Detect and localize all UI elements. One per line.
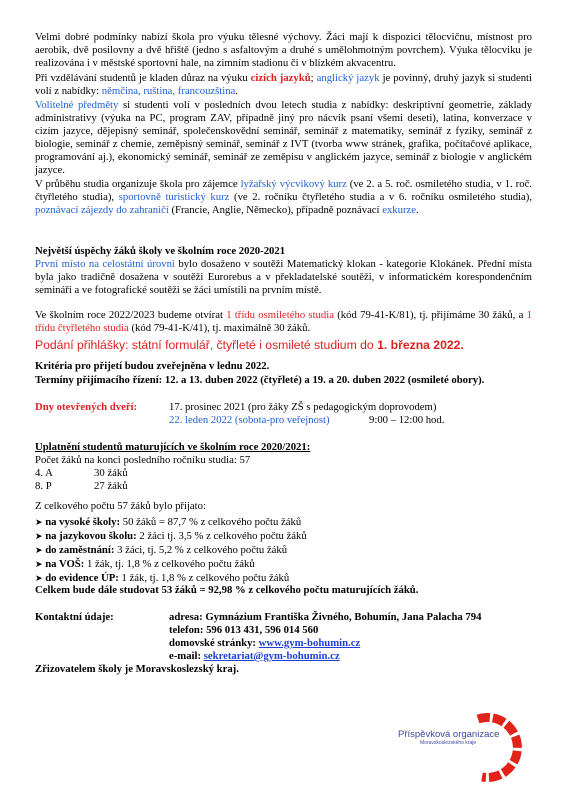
msk-logo	[390, 707, 530, 783]
activities-text-4: (Francie, Anglie, Německo), případně poznávací	[168, 204, 383, 216]
electives-highlight: Volitelné předměty	[35, 99, 119, 111]
activities-text-2: (ve 2. a 5. roč. osmiletého studia, v 1. roč. čtyřletého studia),	[35, 178, 532, 203]
website-link[interactable]: www.gym-bohumin.cz	[258, 637, 361, 649]
class-value-8p: 27 žáků	[94, 480, 128, 492]
opening-text-3: (kód 79-41-K/41), tj. maximálně 30 žáků.	[128, 322, 311, 334]
class-value-4a: 30 žáků	[94, 467, 128, 479]
web-label: domovské stránky:	[169, 637, 259, 649]
graduates-heading: Uplatnění studentů maturujících ve školním roce 2020/2021:	[35, 441, 311, 453]
arrow-bullet-icon: ➤	[35, 559, 43, 569]
logo-line-1: Příspěvková organizace	[398, 729, 500, 740]
terms-line: Termíny přijímacího řízení: 12. a 13. duben 2022 (čtyřleté) a 19. a 20. duben 2022 (osmileté obory).	[35, 374, 485, 386]
item-label: na VOŠ:	[45, 558, 85, 570]
class-name: 4. A	[35, 467, 53, 479]
class-row-8p	[35, 480, 52, 493]
languages-text-2: je povinný, druhý jazyk si studenti volí z nabídky:	[35, 72, 532, 97]
electives-text: si studenti volí v posledních dvou letech studia z nabídky: deskriptivní geometrie, základy administrativy (výuka na PC, program ZAV, případně jiný pro nácvik psaní všemi deseti), latina, konverzace v cizím jazyce, dějepisný seminář, společenskovědní seminář, seminář z matematiky, seminář z fyziky, seminář z biologie, seminář z chemie, zeměpisný seminář, seminář z IVT (tvorba www stránek, grafika, počítačové aplikace, programování aj.), ekonomický seminář, seminář ze zeměpisu v anglickém jazyce, seminář z biologie v anglickém jazyce.	[35, 99, 532, 176]
graduates-count: Počet žáků na konci posledního ročníku studia: 57	[35, 454, 251, 466]
separator-text: ;	[310, 72, 317, 84]
logo-line-2: Moravskoslezského kraje	[420, 740, 477, 746]
accepted-intro: Z celkového počtu 57 žáků bylo přijato:	[35, 500, 206, 512]
criteria-line: Kritéria pro přijetí budou zveřejněna v lednu 2022.	[35, 360, 270, 372]
item-text: 50 žáků = 87,7 % z celkového počtu žáků	[120, 516, 302, 528]
languages-paragraph	[35, 72, 532, 98]
arrow-bullet-icon: ➤	[35, 573, 43, 583]
arrow-bullet-icon: ➤	[35, 517, 43, 527]
contact-address: adresa: Gymnázium Františka Živného, Bohumín, Jana Palacha 794	[169, 611, 482, 623]
sports-text: Velmi dobré podmínky nabízí škola pro výuku tělesné výchovy. Žáci mají k dispozici tělocvičnu, místnost pro aerobik, dvě posilovny a dvě hřiště (jedno s asfaltovým a druhé s umělohmotným povrchem). Výuka tělocviku je realizována i v městské sportovní hale, na zimním stadionu či v blízkém akvacentru.	[35, 31, 532, 69]
list-item	[35, 558, 307, 571]
opening-text-1: Ve školním roce 2022/2023 budeme otvírat	[35, 309, 227, 321]
item-text: 2 žáci tj. 3,5 % z celkového počtu žáků	[136, 530, 307, 542]
four-year-highlight: 1 třídu čtyřletého studia	[35, 309, 532, 334]
open-days-label: Dny otevřených dveří:	[35, 401, 138, 413]
period-text: .	[235, 85, 239, 97]
application-deadline: 1. března 2022.	[377, 338, 464, 352]
ski-course-highlight: lyžařský výcvikový kurz	[240, 178, 347, 190]
item-label: do evidence ÚP:	[45, 572, 119, 584]
arrow-bullet-icon: ➤	[35, 545, 43, 555]
item-text: 3 žáci, tj. 5,2 % z celkového počtu žáků	[114, 544, 288, 556]
open-day-1: 17. prosinec 2021 (pro žáky ZŠ s pedagogickým doprovodem)	[169, 401, 437, 413]
languages-text-1: Při vzdělávání studentů je kladen důraz na výuku	[35, 72, 251, 84]
application-text: Podání přihlášky: státní formulář, čtyřleté i osmileté studium do	[35, 338, 378, 352]
activities-text-1: V průběhu studia organizuje škola pro zájemce	[35, 178, 241, 190]
period-text: .	[416, 204, 419, 216]
item-label: do zaměstnání:	[45, 544, 115, 556]
success-text: bylo dosaženo v soutěži Matematický klokan - kategorie Klokánek. Přední místa byla jako tradičně dosažena v soutěži Eurorebus a v překladatelské soutěži, v informatickém korespondenčním semináři a ve fotografické soutěži se žáci umístili na prvním místě.	[35, 258, 532, 296]
list-item	[35, 516, 307, 529]
activities-text-3: (ve 2. ročníku čtyřletého studia a v 6. ročníku osmiletého studia),	[229, 191, 532, 203]
class-row-4a	[35, 467, 53, 480]
activities-paragraph	[35, 178, 532, 217]
arrow-bullet-icon: ➤	[35, 531, 43, 541]
english-highlight: anglický jazyk	[316, 72, 380, 84]
accepted-list	[35, 516, 307, 586]
contact-email	[169, 650, 340, 663]
sport-course-highlight: sportovně turistický kurz	[118, 191, 230, 203]
logo-arc-icon	[470, 711, 530, 783]
list-item	[35, 544, 307, 557]
opening-text-2: (kód 79-41-K/81), tj. přijímáme 30 žáků, a	[333, 309, 527, 321]
opening-paragraph	[35, 309, 532, 335]
open-day-2: 22. leden 2022 (sobota-pro veřejnost)	[169, 414, 330, 426]
success-paragraph	[35, 258, 532, 297]
contact-web	[169, 637, 360, 650]
open-day-time: 9:00 – 12:00 hod.	[369, 414, 445, 426]
email-link[interactable]: sekretariat@gym-bohumin.cz	[203, 650, 340, 662]
eight-year-highlight: 1 třídu osmiletého studia	[226, 309, 334, 321]
list-item	[35, 530, 307, 543]
foreign-languages-highlight: cizích jazyků	[250, 72, 311, 84]
success-heading: Největší úspěchy žáků školy ve školním roce 2020-2021	[35, 245, 286, 257]
graduates-summary: Celkem bude dále studovat 53 žáků = 92,98 % z celkového počtu maturujících žáků.	[35, 584, 419, 596]
application-line	[35, 339, 464, 352]
excursions-highlight: exkurze	[382, 204, 417, 216]
trips-highlight: poznávací zájezdy do zahraničí	[35, 204, 169, 216]
electives-paragraph	[35, 99, 532, 177]
contact-phone: telefon: 596 013 431, 596 014 560	[169, 624, 319, 636]
first-place-highlight: První místo na celostátní úrovni	[35, 258, 175, 270]
item-text: 1 žák, tj. 1,8 % z celkového počtu žáků	[84, 558, 255, 570]
email-label: e-mail:	[169, 650, 204, 662]
item-label: na vysoké školy:	[45, 516, 121, 528]
founder-line: Zřizovatelem školy je Moravskoslezský kraj.	[35, 663, 239, 675]
contact-label: Kontaktní údaje:	[35, 611, 114, 623]
class-name: 8. P	[35, 480, 52, 492]
sports-paragraph	[35, 31, 532, 70]
item-label: na jazykovou školu:	[45, 530, 137, 542]
item-text: 1 žák, tj. 1,8 % z celkového počtu žáků	[118, 572, 290, 584]
language-options: němčina, ruština, francouzština	[101, 85, 236, 97]
